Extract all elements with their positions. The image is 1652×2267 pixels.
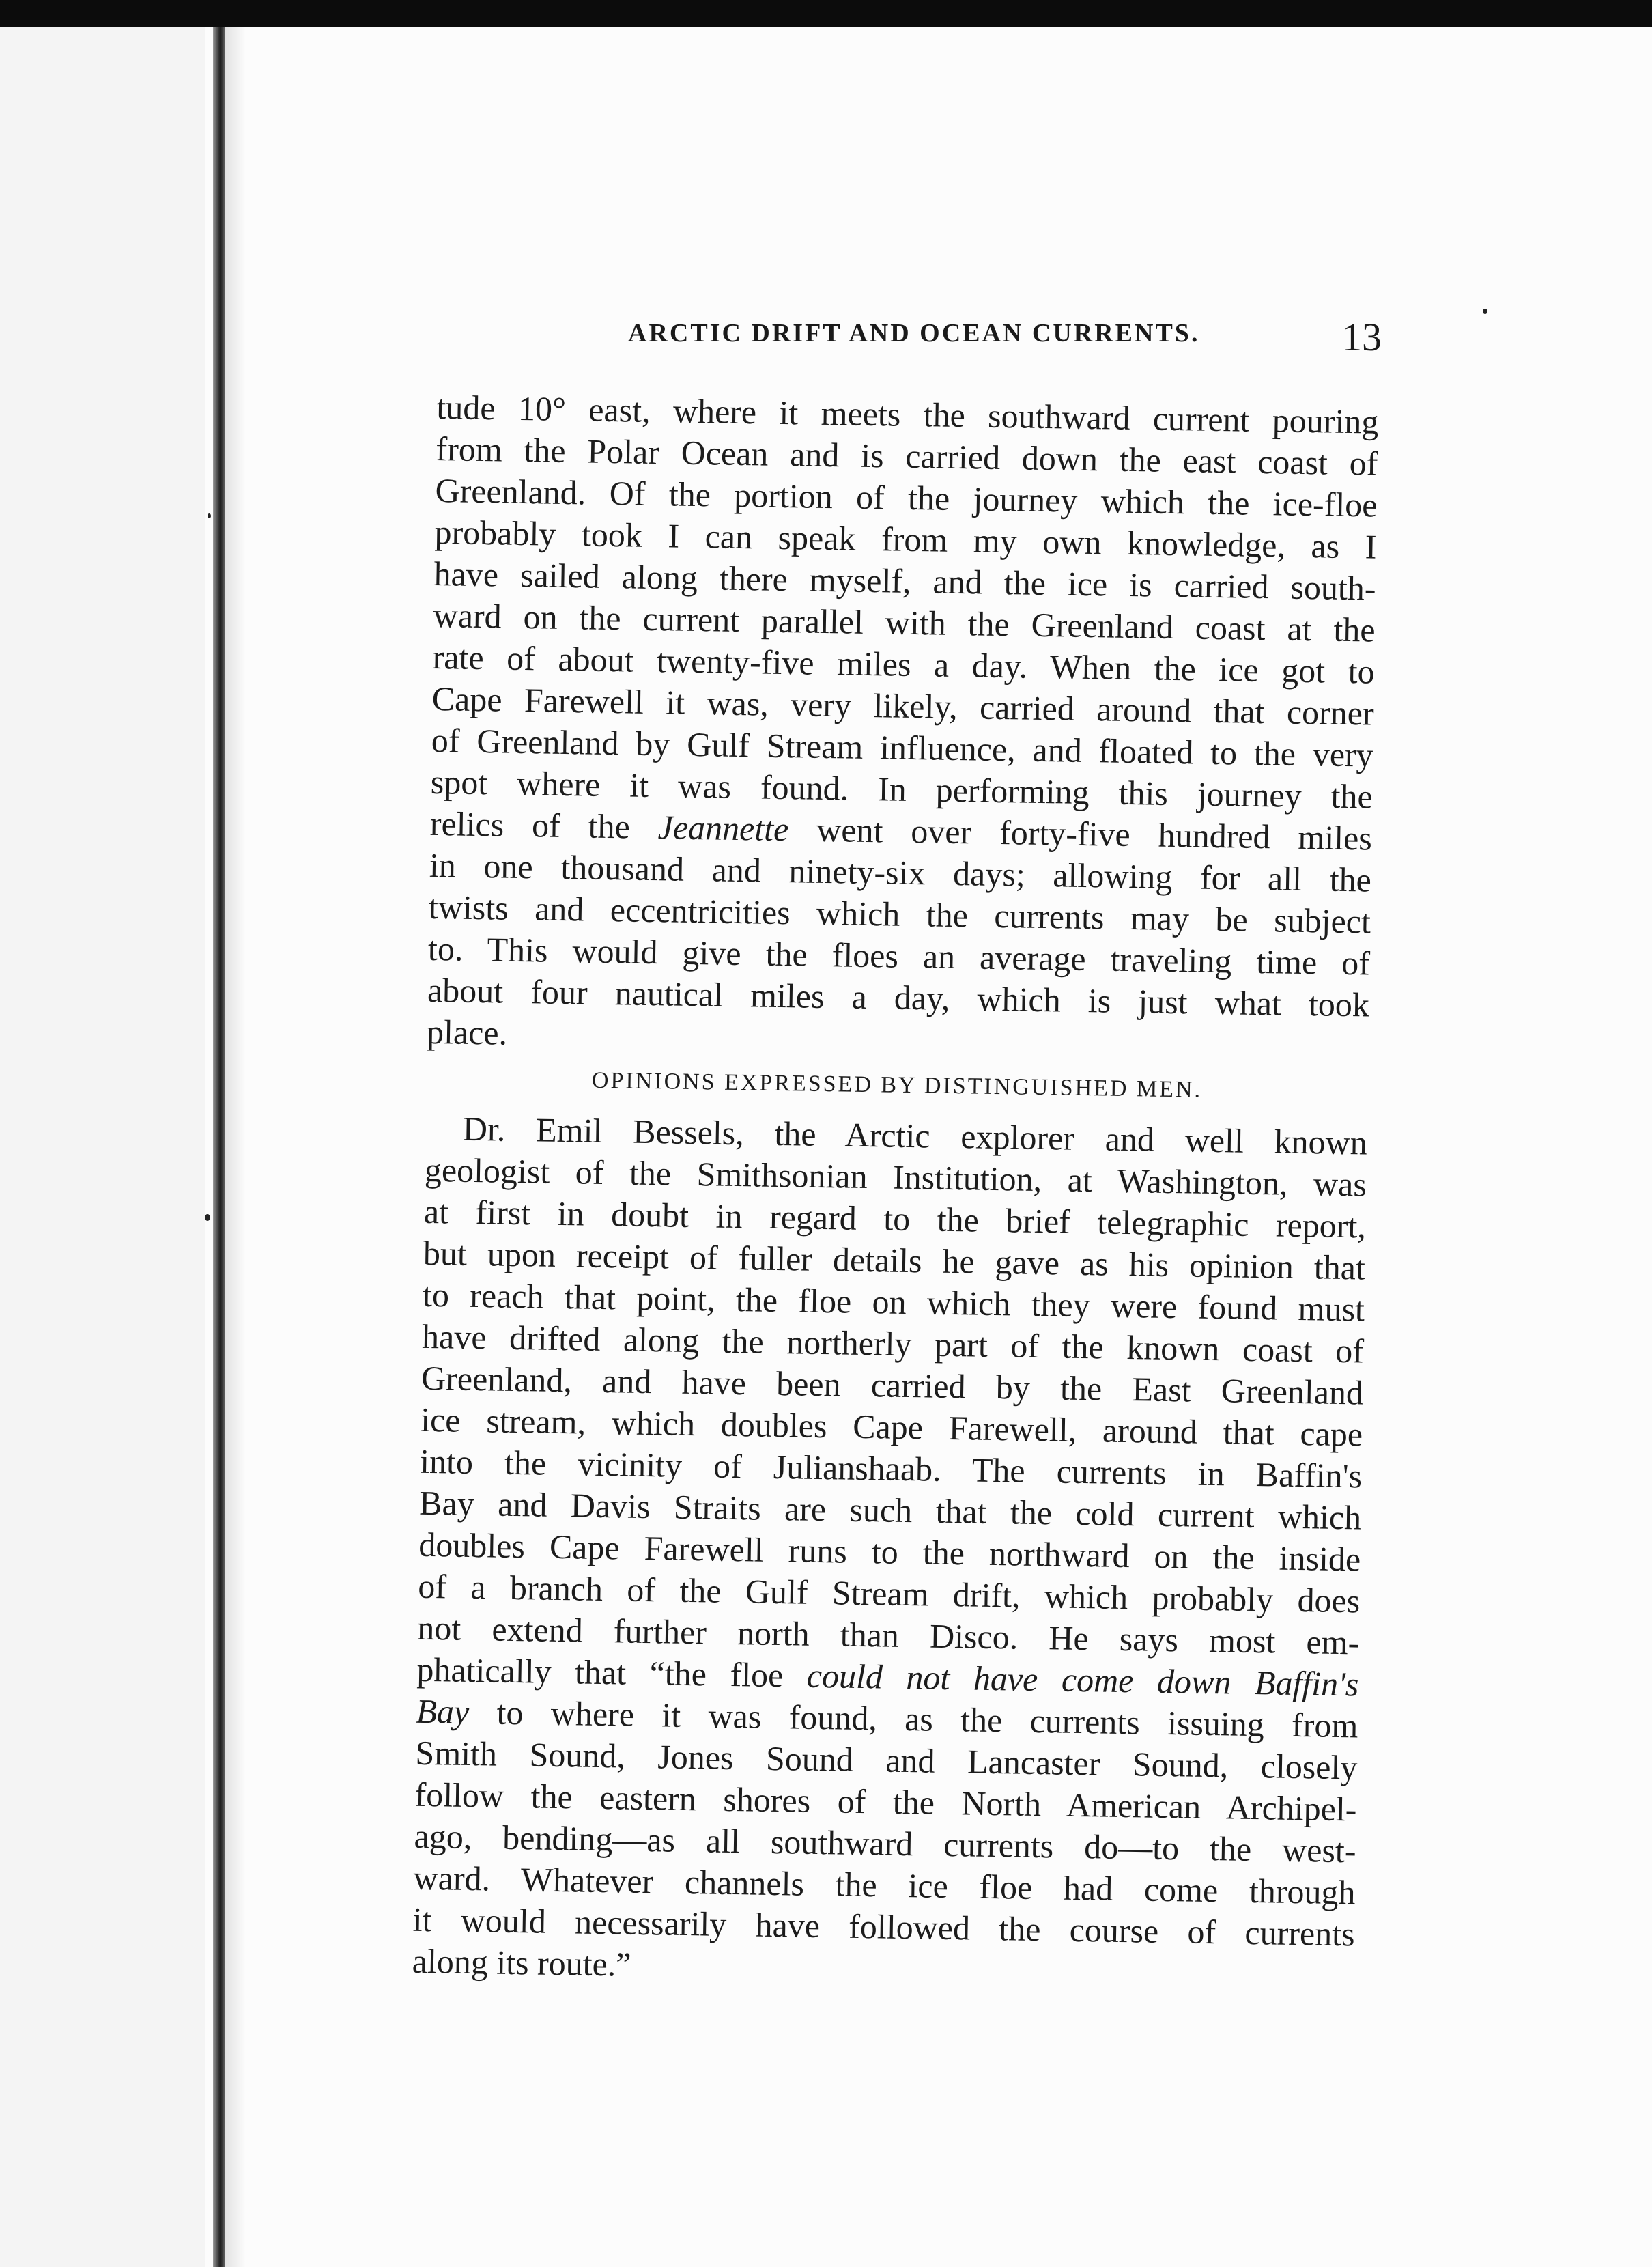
- quote-italic: could not have come down Baffin's: [806, 1656, 1359, 1704]
- running-head: ARCTIC DRIFT AND OCEAN CURRENTS.: [628, 319, 1200, 348]
- text-line: of Greenland by Gulf Stream influence, and floated to the very: [431, 720, 1374, 774]
- text-line: geologist of the Smithsonian Institution, at Washington, was: [424, 1150, 1367, 1204]
- text-line: follow the eastern shores of the North American Archipel-: [414, 1775, 1357, 1829]
- text-line: rate of about twenty-five miles a day. When the ice got to: [432, 637, 1376, 691]
- text-line: Cape Farewell it was, very likely, carried around that corner: [431, 679, 1375, 733]
- text-line: ward. Whatever channels the ice floe had come through: [413, 1858, 1356, 1912]
- text-fragment: to where it was found, as the currents issuing from: [496, 1693, 1358, 1745]
- ship-name-italic: Jeannette: [657, 808, 789, 849]
- text-line: place.: [426, 1012, 508, 1052]
- text-line: spot where it was found. In performing this journey the: [430, 762, 1373, 816]
- text-line: to. This would give the floes an average traveling time of: [427, 929, 1371, 983]
- text-line: in one thousand and ninety-six days; allowing for all the: [429, 845, 1372, 899]
- text-line: ago, bending—as all southward currents do—to the west-: [414, 1816, 1356, 1870]
- text-line: it would necessarily have followed the course of currents: [412, 1900, 1356, 1954]
- text-line: tude 10° east, where it meets the southward current pouring: [436, 387, 1379, 441]
- text-line: ice stream, which doubles Cape Farewell, around that cape: [420, 1400, 1363, 1454]
- gutter-shadow: [225, 27, 246, 2267]
- book-gutter: [213, 27, 225, 2267]
- text-line: not extend further north than Disco. He says most em-: [417, 1608, 1360, 1662]
- text-line: but upon receipt of fuller details he gave as his opinion that: [423, 1233, 1366, 1287]
- text-line: probably took I can speak from my own knowledge, as I: [434, 512, 1377, 566]
- text-fragment: phatically that “the floe: [416, 1650, 784, 1695]
- text-line: of a branch of the Gulf Stream drift, which probably does: [417, 1566, 1361, 1620]
- facing-page-edge: [0, 27, 205, 2267]
- text-line: along its route.”: [412, 1941, 631, 1984]
- text-line: doubles Cape Farewell runs to the northward on the inside: [418, 1525, 1361, 1579]
- scan-speck: [205, 1214, 210, 1221]
- scan-speck: [1483, 309, 1487, 314]
- text-line: twists and eccentricities which the currents may be subject: [428, 887, 1371, 941]
- text-line: Greenland, and have been carried by the East Greenland: [421, 1358, 1364, 1412]
- text-line: have drifted along the northerly part of the known coast of: [421, 1316, 1365, 1370]
- text-line: Bay and Davis Straits are such that the cold current which: [418, 1483, 1362, 1537]
- quote-italic: Bay: [416, 1691, 470, 1731]
- text-line: have sailed along there myself, and the ice is carried south-: [433, 554, 1376, 608]
- text-fragment: went over forty-five hundred miles: [816, 810, 1373, 858]
- text-line: Smith Sound, Jones Sound and Lancaster Sound, closely: [415, 1733, 1358, 1787]
- page-number: 13: [1342, 315, 1382, 359]
- body-text: [412, 386, 1379, 1997]
- section-heading: OPINIONS EXPRESSED BY DISTINGUISHED MEN.: [591, 1067, 1203, 1103]
- text-line: at first in doubt in regard to the brief telegraphic report,: [423, 1192, 1367, 1245]
- text-line: to reach that point, the floe on which they were found must: [422, 1275, 1365, 1329]
- scan-top-border: [0, 0, 1652, 27]
- text-line: ward on the current parallel with the Greenland coast at the: [433, 595, 1376, 649]
- scan-speck: [208, 513, 211, 518]
- text-line: about four nautical miles a day, which is just what took: [427, 970, 1370, 1024]
- text-line: Dr. Emil Bessels, the Arctic explorer and well known: [462, 1109, 1368, 1162]
- text-line: from the Polar Ocean and is carried down the east coast of: [436, 429, 1378, 483]
- text-fragment: relics of the: [429, 804, 631, 846]
- text-line: into the vicinity of Julianshaab. The currents in Baffin's: [419, 1441, 1363, 1495]
- text-line: Greenland. Of the portion of the journey which the ice-floe: [435, 470, 1378, 524]
